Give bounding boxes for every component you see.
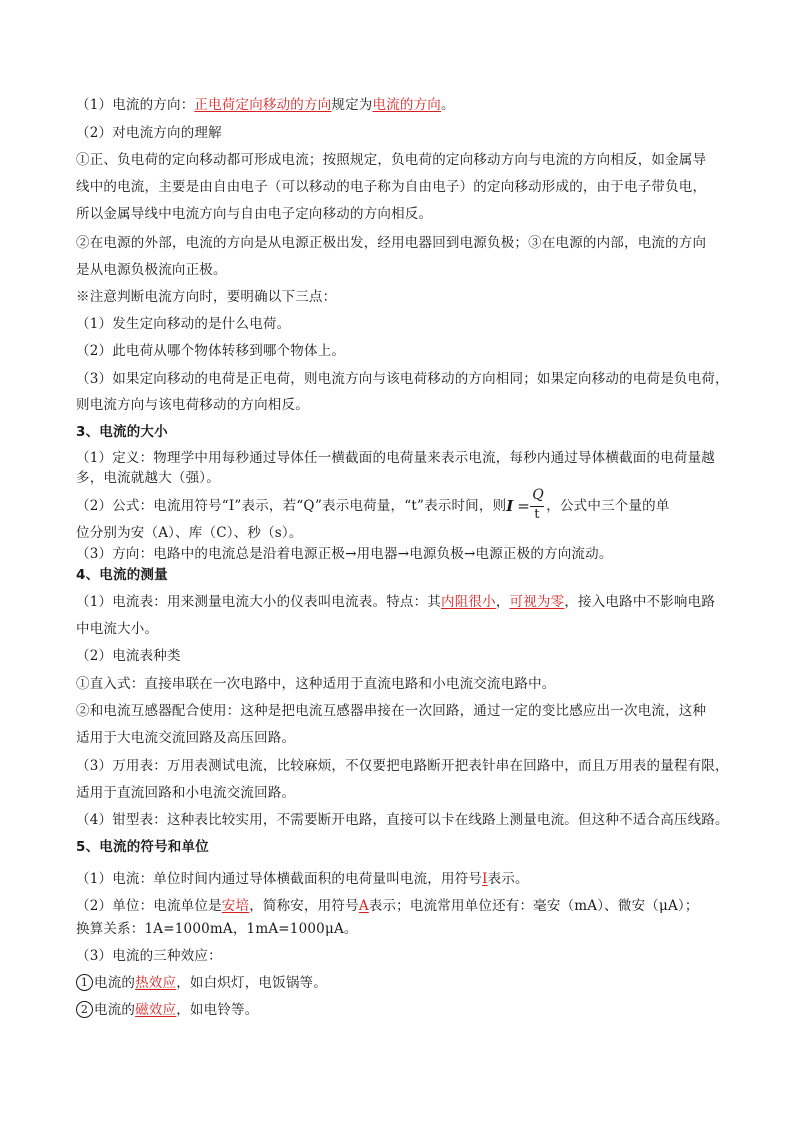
paragraph-line: 换算关系：1A=1000mA，1mA=1000μA。 xyxy=(76,921,358,937)
note-item: （2）此电荷从哪个物体转移到哪个物体上。 xyxy=(76,343,346,359)
paragraph-line: ②和电流互感器配合使用：这种是把电流互感器串接在一次回路，通过一定的变比感应出一次电流，这种 xyxy=(76,703,707,719)
paragraph-line: 多，电流就越大（强）。 xyxy=(76,470,220,486)
paragraph-line: （1）定义：物理学中用每秒通过导体任一横截面的电荷量来表示电流，每秒内通过导体横截面的电荷量越 xyxy=(76,450,715,466)
emphasis-symbol-i: I xyxy=(482,871,488,887)
emphasis-thermal-effect: 热效应 xyxy=(135,975,177,991)
paragraph-line: （2）电流表种类 xyxy=(76,648,181,664)
circled-number: 1 xyxy=(76,974,93,991)
paragraph-line: （3）电流的三种效应： xyxy=(76,948,222,964)
note-item: （1）发生定向移动的是什么电荷。 xyxy=(76,316,291,332)
paragraph-line: （4）钳型表：这种表比较实用，不需要断开电路，直接可以卡在线路上测量电流。但这种不适合高压线路。 xyxy=(76,812,729,828)
symbol-line: （1）电流：单位时间内通过导体横截面积的电荷量叫电流，用符号I表示。 xyxy=(76,871,529,887)
emphasis-negligible: 可视为零 xyxy=(509,594,565,610)
paragraph-line: 所以金属导线中电流方向与自由电子定向移动的方向相反。 xyxy=(76,206,433,222)
emphasis-ampere: 安培 xyxy=(221,898,250,914)
current-formula: I = Q t xyxy=(506,487,544,522)
paragraph-line: （3）方向：电路中的电流总是沿着电源正极→用电器→电源负极→电源正极的方向流动。 xyxy=(76,546,613,562)
paragraph-line: 位分别为安（A）、库（C）、秒（s）。 xyxy=(76,525,303,541)
circled-number: 2 xyxy=(76,1001,93,1018)
section-heading-magnitude: 3、电流的大小 xyxy=(76,424,168,440)
unit-line: （2）单位：电流单位是安培，简称安，用符号A表示；电流常用单位还有：毫安（mA）、微安（μA）； xyxy=(76,898,699,914)
paragraph-line: ②在电源的外部，电流的方向是从电源正极出发，经用电器回到电源负极；③在电源的内部，电流的方向 xyxy=(76,235,707,251)
note-line: ※注意判断电流方向时，要明确以下三点： xyxy=(76,289,337,305)
paragraph-line: ①直入式：直接串联在一次电路中，这种适用于直流电路和小电流交流电路中。 xyxy=(76,676,556,692)
paragraph-line: 适用于大电流交流回路及高压回路。 xyxy=(76,730,296,746)
paragraph-line: 中电流大小。 xyxy=(76,621,159,637)
paragraph-line: 是从电源负极流向正极。 xyxy=(76,262,227,278)
emphasis-positive-charge-direction: 正电荷定向移动的方向 xyxy=(194,97,332,113)
direction-definition-line: （1）电流的方向：正电荷定向移动的方向规定为电流的方向。 xyxy=(76,97,455,113)
effect-item-magnetic: 2 电流的磁效应，如电铃等。 xyxy=(76,1001,258,1019)
emphasis-low-resistance: 内阻很小 xyxy=(441,594,496,610)
paragraph-line: 适用于直流回路和小电流交流回路。 xyxy=(76,785,296,801)
emphasis-symbol-a: A xyxy=(358,898,369,914)
direction-understanding-title: （2）对电流方向的理解 xyxy=(76,125,222,141)
emphasis-current-direction: 电流的方向 xyxy=(372,97,441,113)
formula-line: （2）公式：电流用符号“I”表示，若“Q”表示电荷量，“t”表示时间，则 I = Q t ，公式中三个量的单 xyxy=(76,487,670,522)
note-item: 则电流方向与该电荷移动的方向相反。 xyxy=(76,397,309,413)
effect-item-heat: 1 电流的热效应，如白炽灯，电饭锅等。 xyxy=(76,974,327,992)
note-item: （3）如果定向移动的电荷是正电荷，则电流方向与该电荷移动的方向相同；如果定向移动的电荷是负电荷， xyxy=(76,371,729,387)
emphasis-magnetic-effect: 磁效应 xyxy=(135,1002,177,1018)
ammeter-line: （1）电流表：用来测量电流大小的仪表叫电流表。特点：其内阻很小，可视为零，接入电路中不影响电路 xyxy=(76,594,716,610)
section-heading-measurement: 4、电流的测量 xyxy=(76,567,168,583)
paragraph-line: ①正、负电荷的定向移动都可形成电流；按照规定，负电荷的定向移动方向与电流的方向相反，如金属导 xyxy=(76,152,707,168)
paragraph-line: （3）万用表：万用表测试电流，比较麻烦，不仅要把电路断开把表针串在回路中，而且万用表的量程有限， xyxy=(76,758,729,774)
section-heading-symbol-unit: 5、电流的符号和单位 xyxy=(76,839,209,855)
paragraph-line: 线中的电流，主要是由自由电子（可以移动的电子称为自由电子）的定向移动形成的，由于电子带负电， xyxy=(76,179,707,195)
